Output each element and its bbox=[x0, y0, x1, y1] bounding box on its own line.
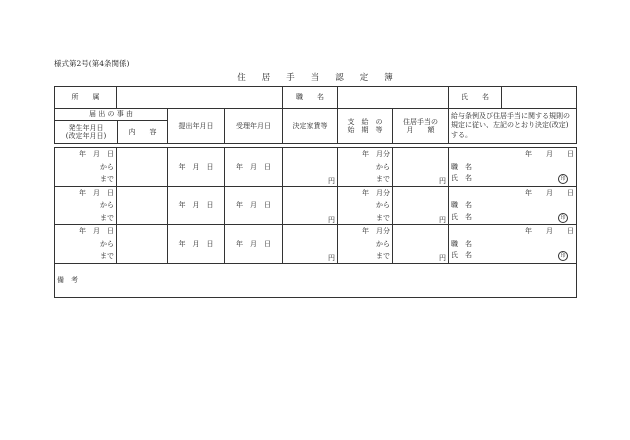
from-text: から bbox=[376, 201, 390, 210]
position-text: 職 名 bbox=[451, 201, 472, 210]
submitted-date-header: 提出年月日 bbox=[168, 109, 225, 144]
seal-icon: 印 bbox=[558, 251, 568, 261]
ymd-text: 年 月 日 bbox=[79, 188, 114, 197]
yen-unit: 円 bbox=[328, 177, 335, 186]
until-text: まで bbox=[100, 213, 114, 222]
from-text: から bbox=[100, 162, 114, 171]
decision-date-text: 年 月 日 bbox=[525, 227, 574, 236]
name-label: 氏 名 bbox=[449, 87, 502, 108]
seal-icon: 印 bbox=[558, 174, 568, 184]
submitted-date-cell[interactable] bbox=[168, 225, 225, 264]
received-date-cell[interactable] bbox=[225, 186, 283, 225]
occurrence-until-cell bbox=[55, 212, 117, 225]
content-cell[interactable] bbox=[117, 225, 168, 264]
affiliation-field[interactable] bbox=[117, 87, 283, 109]
ymd-text: 年 月 日 bbox=[178, 201, 214, 210]
yen-unit: 円 bbox=[328, 215, 335, 224]
ym-from-text: 年 月分 bbox=[362, 227, 390, 236]
occurrence-date-cell[interactable] bbox=[55, 186, 117, 199]
remarks-label: 備 考 bbox=[57, 275, 78, 284]
position-text: 職 名 bbox=[451, 239, 472, 248]
name-text: 氏 名 bbox=[451, 251, 472, 260]
ymd-text: 年 月 日 bbox=[79, 227, 114, 236]
occurrence-from-cell bbox=[55, 161, 117, 174]
occurrence-date-cell[interactable] bbox=[55, 148, 117, 161]
yen-unit: 円 bbox=[439, 254, 446, 263]
from-text: から bbox=[376, 162, 390, 171]
decision-note-header: 給与条例及び住居手当に関する規則の規定に従い、左記のとおり決定(改定)する。 bbox=[449, 109, 577, 144]
received-date-header: 受理年月日 bbox=[225, 109, 283, 144]
remarks-cell[interactable] bbox=[55, 263, 577, 297]
decision-date-text: 年 月 日 bbox=[525, 188, 574, 197]
entry-rows-table bbox=[54, 147, 577, 298]
until-text: まで bbox=[376, 175, 390, 184]
rent-amount-cell[interactable] bbox=[283, 148, 338, 187]
ym-from-text: 年 月分 bbox=[362, 188, 390, 197]
position-field[interactable] bbox=[338, 87, 449, 109]
payment-period-cell[interactable] bbox=[338, 148, 393, 161]
monthly-amount-cell[interactable] bbox=[393, 186, 449, 225]
decision-date-cell[interactable] bbox=[449, 186, 577, 199]
ymd-text: 年 月 日 bbox=[236, 162, 271, 171]
payment-period-cell[interactable] bbox=[338, 225, 393, 238]
occurrence-date-cell[interactable] bbox=[55, 225, 117, 238]
decision-name-cell[interactable] bbox=[449, 250, 577, 263]
decision-position-cell[interactable] bbox=[449, 238, 577, 251]
payment-until-cell bbox=[338, 173, 393, 186]
decision-date-cell[interactable] bbox=[449, 225, 577, 238]
rent-amount-header: 決定家賃等 bbox=[283, 109, 338, 144]
payment-from-cell bbox=[338, 199, 393, 212]
until-text: まで bbox=[100, 252, 114, 261]
content-cell[interactable] bbox=[117, 148, 168, 187]
decision-position-cell[interactable] bbox=[449, 199, 577, 212]
page-title: 住居手当認定簿 bbox=[237, 73, 409, 83]
affiliation-label: 所 属 bbox=[55, 87, 117, 109]
yen-unit: 円 bbox=[328, 254, 335, 263]
payment-from-cell bbox=[338, 238, 393, 251]
monthly-amount-cell[interactable] bbox=[393, 225, 449, 264]
monthly-amount-top: 住居手当の bbox=[403, 117, 439, 126]
remarks-row bbox=[55, 263, 577, 297]
column-header-row bbox=[55, 109, 577, 144]
reason-group-header bbox=[55, 109, 168, 144]
rent-amount-cell[interactable] bbox=[283, 186, 338, 225]
occurrence-from-cell bbox=[55, 199, 117, 212]
entry-row-2 bbox=[55, 186, 577, 199]
form-number-label: 様式第2号(第4条関係) bbox=[54, 59, 130, 68]
rent-amount-cell[interactable] bbox=[283, 225, 338, 264]
content-header: 内 容 bbox=[128, 127, 157, 136]
payment-from-cell bbox=[338, 161, 393, 174]
position-label: 職 名 bbox=[283, 87, 338, 109]
from-text: から bbox=[100, 239, 114, 248]
ym-from-text: 年 月分 bbox=[362, 150, 390, 159]
seal-icon: 印 bbox=[558, 213, 568, 223]
payment-period-bottom: 始 期 等 bbox=[347, 126, 383, 134]
occurrence-date-label: 発生年月日 bbox=[68, 123, 104, 132]
until-text: まで bbox=[376, 252, 390, 261]
payment-until-cell bbox=[338, 212, 393, 225]
until-text: まで bbox=[100, 175, 114, 184]
name-text: 氏 名 bbox=[451, 174, 472, 183]
until-text: まで bbox=[376, 213, 390, 222]
decision-name-cell[interactable] bbox=[449, 173, 577, 186]
decision-name-cell[interactable] bbox=[449, 212, 577, 225]
decision-date-text: 年 月 日 bbox=[525, 150, 574, 159]
ymd-text: 年 月 日 bbox=[178, 239, 214, 248]
submitted-date-cell[interactable] bbox=[168, 148, 225, 187]
yen-unit: 円 bbox=[439, 215, 446, 224]
name-cell[interactable] bbox=[449, 87, 577, 109]
payment-period-cell[interactable] bbox=[338, 186, 393, 199]
reason-group-title: 届 出 の 事 由 bbox=[55, 109, 167, 121]
monthly-amount-bottom: 月 額 bbox=[406, 126, 435, 134]
received-date-cell[interactable] bbox=[225, 148, 283, 187]
occurrence-until-cell bbox=[55, 250, 117, 263]
received-date-cell[interactable] bbox=[225, 225, 283, 264]
occurrence-date-header bbox=[55, 121, 118, 143]
from-text: から bbox=[100, 201, 114, 210]
decision-position-cell[interactable] bbox=[449, 161, 577, 174]
payment-period-header bbox=[338, 109, 393, 144]
ymd-text: 年 月 日 bbox=[236, 201, 271, 210]
name-field[interactable] bbox=[502, 87, 576, 108]
yen-unit: 円 bbox=[439, 177, 446, 186]
payment-period-top: 支 給 の bbox=[347, 117, 383, 126]
ymd-text: 年 月 日 bbox=[236, 239, 271, 248]
submitted-date-cell[interactable] bbox=[168, 186, 225, 225]
employee-info-row bbox=[55, 87, 577, 109]
name-text: 氏 名 bbox=[451, 212, 472, 221]
from-text: から bbox=[376, 239, 390, 248]
payment-until-cell bbox=[338, 250, 393, 263]
ymd-text: 年 月 日 bbox=[79, 150, 114, 159]
monthly-amount-header bbox=[393, 109, 449, 144]
decision-date-cell[interactable] bbox=[449, 148, 577, 161]
occurrence-until-cell bbox=[55, 173, 117, 186]
position-text: 職 名 bbox=[451, 162, 472, 171]
entry-row-3 bbox=[55, 225, 577, 238]
monthly-amount-cell[interactable] bbox=[393, 148, 449, 187]
occurrence-from-cell bbox=[55, 238, 117, 251]
content-cell[interactable] bbox=[117, 186, 168, 225]
occurrence-date-sub-label: (改定年月日) bbox=[65, 132, 107, 140]
entry-row-1 bbox=[55, 148, 577, 161]
allowance-register-table bbox=[54, 86, 577, 144]
ymd-text: 年 月 日 bbox=[178, 162, 214, 171]
